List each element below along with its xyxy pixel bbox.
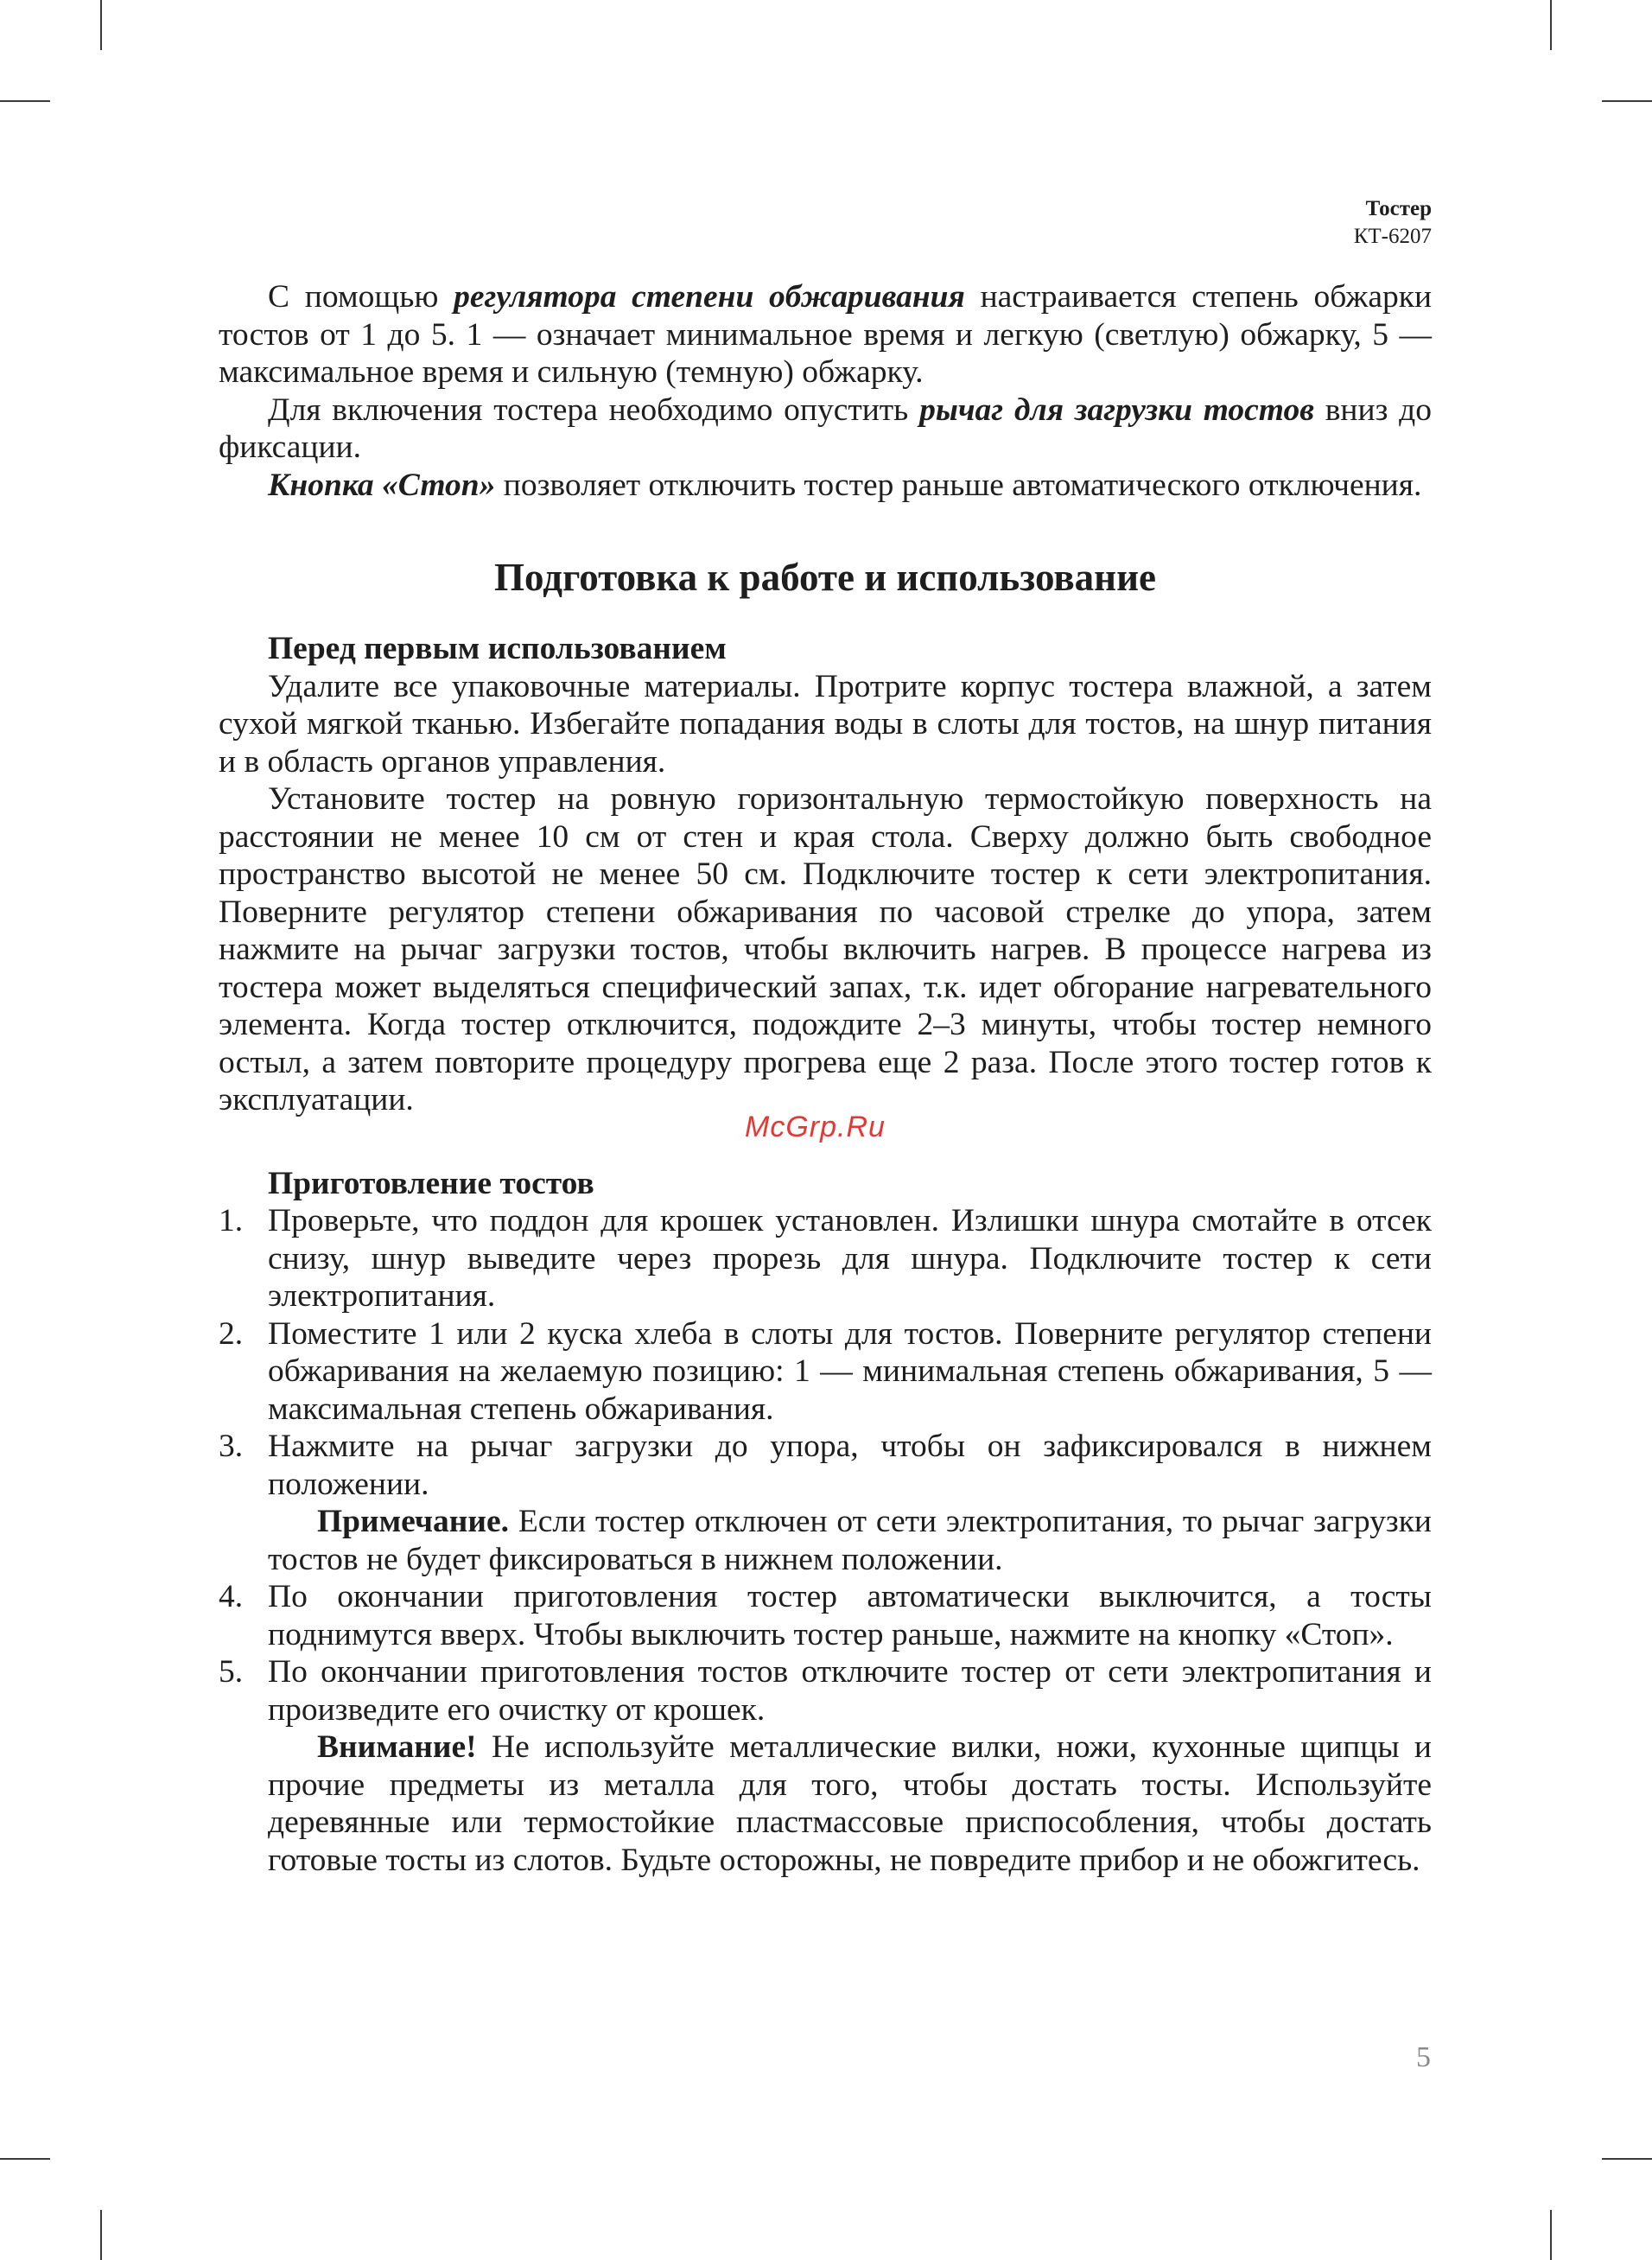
- crop-mark: [1550, 0, 1552, 50]
- crop-mark: [100, 2210, 102, 2260]
- list-item: [219, 1653, 1432, 1879]
- step-text: Проверьте, что поддон для крошек установлен. Излишки шнура смотайте в отсек снизу, шнур выведите через прорезь для шнура. Подключите тостер к сети электропитания.: [268, 1203, 1432, 1314]
- warning-label: Внимание!: [317, 1729, 477, 1765]
- note-label: Примечание.: [317, 1504, 510, 1539]
- step-text: По окончании приготовления тостер автоматически выключится, а тосты поднимутся вверх. Чтобы выключить тостер раньше, нажмите на кнопку «Стоп».: [268, 1579, 1432, 1652]
- crop-mark: [0, 100, 50, 102]
- intro-paragraph-stop: Кнопка «Стоп» позволяет отключить тостер раньше автоматического отключения.: [268, 467, 1422, 503]
- list-item: [219, 1202, 1432, 1315]
- term-stop-button: Кнопка «Стоп»: [268, 467, 496, 503]
- crop-mark: [0, 2158, 50, 2160]
- warning-paragraph: Внимание! Не используйте металлические вилки, ножи, кухонные щипцы и прочие предметы из металла для того, чтобы достать тосты. Используйте деревянные или термостойкие пластмассовые приспособления, чтобы достать готовые тосты из слотов. Будьте осторожны, не повредите прибор и не обожгитесь.: [268, 1729, 1432, 1878]
- first-use-paragraph: Удалите все упаковочные материалы. Протрите корпус тостера влажной, а затем сухой мягкой тканью. Избегайте попадания воды в слоты для тостов, на шнур питания и в область органов управления.: [219, 668, 1432, 780]
- list-item: [219, 1315, 1432, 1429]
- subsection-title-first-use: Перед первым использованием: [268, 631, 727, 666]
- crop-mark: [1550, 2210, 1552, 2260]
- step-number: 3.: [219, 1429, 244, 1464]
- list-item: [219, 1578, 1432, 1653]
- step-number: 5.: [219, 1654, 244, 1690]
- watermark: McGrp.Ru: [745, 1111, 886, 1143]
- first-use-paragraph: Установите тостер на ровную горизонтальную термостойкую поверхность на расстоянии не менее 10 см от стен и края стола. Сверху должно быть свободное пространство высотой не менее 50 см. Подключите тостер к сети электропитания. Поверните регулятор степени обжаривания по часовой стрелке до упора, затем нажмите на рычаг загрузки тостов, чтобы включить нагрев. В процессе нагрева из тостера может выделяться специфический запах, т.к. идет обгорание нагревательного элемента. Когда тостер отключится, подождите 2–3 минуты, чтобы тостер немного остыл, а затем повторите процедуру прогрева еще 2 раза. После этого тостер готов к эксплуатации.: [219, 781, 1432, 1117]
- toasting-steps-list: [219, 1202, 1432, 1879]
- term-loading-lever: рычаг для загрузки тостов: [919, 392, 1314, 428]
- step-number: 4.: [219, 1579, 244, 1614]
- header-model: КТ-6207: [1353, 225, 1432, 248]
- crop-mark: [1602, 100, 1652, 102]
- section-title: Подготовка к работе и использование: [493, 556, 1156, 599]
- subsection-title-toasting: Приготовление тостов: [268, 1165, 594, 1201]
- crop-mark: [100, 0, 102, 50]
- intro-paragraph-browning: С помощью регулятора степени обжаривания настраивается степень обжарки тостов от 1 до 5. 1 — означает минимальное время и легкую (светлую) обжарку, 5 — максимальное время и сильную (темную) обжарку.: [219, 279, 1433, 390]
- intro-paragraph-lever: Для включения тостера необходимо опустить рычаг для загрузки тостов вниз до фиксации.: [219, 392, 1432, 465]
- note-paragraph: Примечание. Если тостер отключен от сети электропитания, то рычаг загрузки тостов не будет фиксироваться в нижнем положении.: [268, 1504, 1432, 1577]
- step-text: По окончании приготовления тостов отключите тостер от сети электропитания и произведите его очистку от крошек.: [268, 1654, 1432, 1728]
- step-text: Нажмите на рычаг загрузки до упора, чтобы он зафиксировался в нижнем положении.: [268, 1429, 1432, 1502]
- step-number: 1.: [219, 1203, 244, 1238]
- header-title: Тостер: [1365, 197, 1432, 220]
- term-browning-control: регулятора степени обжаривания: [454, 279, 965, 315]
- page-number: 5: [1416, 2041, 1431, 2073]
- list-item: [219, 1428, 1432, 1578]
- step-number: 2.: [219, 1315, 244, 1352]
- document-body: [219, 278, 1432, 1879]
- step-text: Поместите 1 или 2 куска хлеба в слоты для тостов. Поверните регулятор степени обжаривания на желаемую позицию: 1 — минимальная степень обжаривания, 5 — максимальная степень обжаривания.: [268, 1315, 1432, 1427]
- page-header: [1354, 195, 1432, 251]
- crop-mark: [1602, 2158, 1652, 2160]
